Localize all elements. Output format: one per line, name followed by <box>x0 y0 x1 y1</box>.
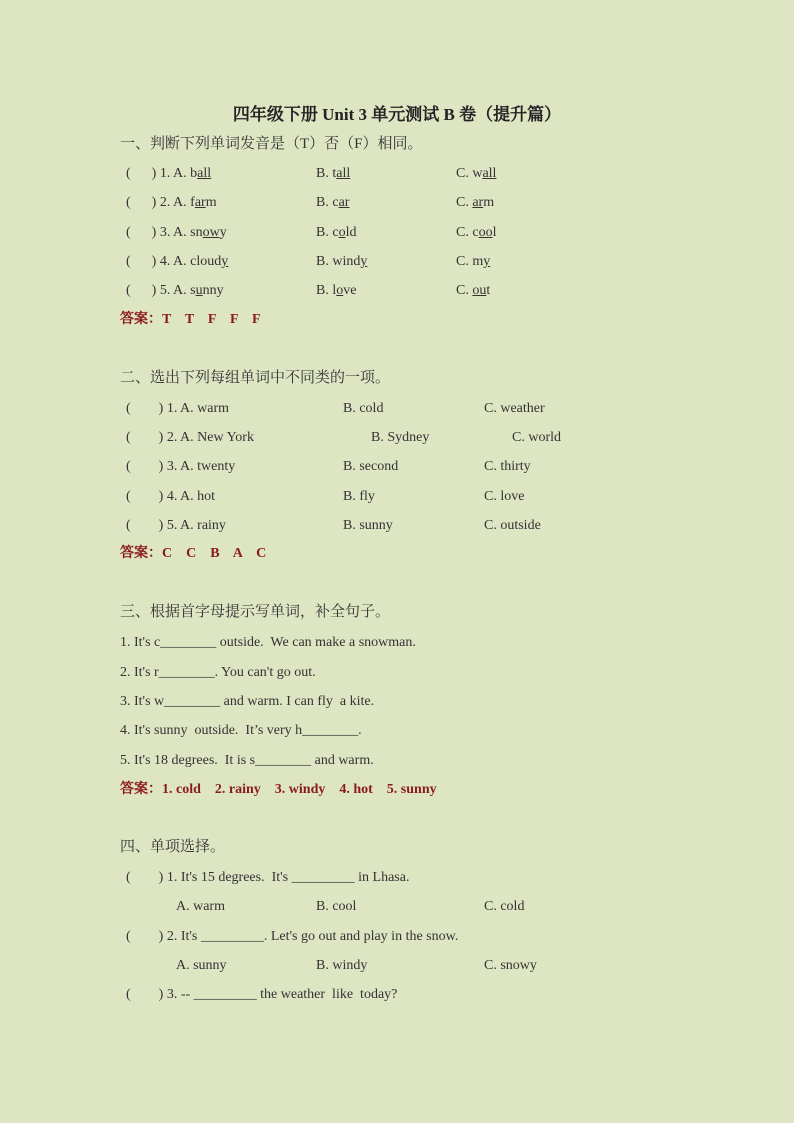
s4-q1-option-c: C. cold <box>484 899 525 914</box>
word-text: cloud <box>190 254 222 269</box>
s1-item-1-c <box>456 165 496 183</box>
underlined-letters: ou <box>472 283 487 298</box>
underlined-letters: ar <box>194 195 206 210</box>
s4-q1-option-b: B. cool <box>316 899 357 914</box>
s1-item-5-b <box>316 282 356 300</box>
word-text: ld <box>345 225 357 240</box>
word-text: ( ) 2. A. <box>126 195 191 210</box>
s2-item-3-b: B. second <box>343 459 399 474</box>
s4-question-1: ( ) 1. It's 15 degrees. It's _________ in Lhasa. <box>126 870 410 885</box>
s2-item-5-c: C. outside <box>484 518 541 533</box>
word-text: t <box>486 283 491 298</box>
s2-item-2-b: B. Sydney <box>371 430 430 445</box>
word-text: m <box>205 195 217 210</box>
s2-item-4-c: C. love <box>484 489 525 504</box>
s1-item-2-b <box>316 194 349 212</box>
word-text: ve <box>343 283 357 298</box>
section3-answer: 答案：1. cold 2. rainy 3. windy 4. hot 5. sunny <box>120 782 437 797</box>
s1-item-3-b <box>316 224 356 242</box>
underlined-letters: ar <box>472 195 484 210</box>
s2-item-2-c: C. world <box>512 430 561 445</box>
s3-sentence-3: 3. It's w________ and warm. I can fly a kite. <box>120 694 375 709</box>
word-text: B. l <box>316 283 337 298</box>
word-text: C. m <box>456 254 484 269</box>
s1-item-3-c <box>456 224 496 242</box>
section4-heading: 四、单项选择。 <box>120 839 226 855</box>
s1-item-2-c <box>456 194 494 212</box>
s2-item-5-b: B. sunny <box>343 518 393 533</box>
underlined-letters: all <box>482 166 497 181</box>
underlined-letters: oo <box>478 225 493 240</box>
s2-item-3-a: ( ) 3. A. twenty <box>126 459 236 474</box>
underlined-letters: ow <box>202 225 220 240</box>
section2-heading: 二、选出下列每组单词中不同类的一项。 <box>120 370 391 386</box>
s4-question-3: ( ) 3. -- _________ the weather like today? <box>126 987 398 1002</box>
word-text: C. <box>456 195 473 210</box>
s3-sentence-4: 4. It's sunny outside. It’s very h________. <box>120 723 362 738</box>
word-text: ( ) 3. A. <box>126 225 191 240</box>
s1-item-5-c <box>456 282 490 300</box>
s1-item-2-a <box>126 194 217 212</box>
s1-item-4-b <box>316 253 367 271</box>
word-text: C. c <box>456 225 479 240</box>
s3-sentence-5: 5. It's 18 degrees. It is s________ and warm. <box>120 753 374 768</box>
s3-sentence-2: 2. It's r________. You can't go out. <box>120 665 316 680</box>
word-text: C. w <box>456 166 483 181</box>
s2-item-2-a: ( ) 2. A. New York <box>126 430 254 445</box>
underlined-letters: y <box>360 254 368 269</box>
underlined-letters: y <box>483 254 491 269</box>
word-text: f <box>190 195 195 210</box>
s2-item-4-a: ( ) 4. A. hot <box>126 489 216 504</box>
s2-item-1-a: ( ) 1. A. warm <box>126 401 230 416</box>
s1-item-1-a <box>126 165 211 183</box>
word-text: B. t <box>316 166 337 181</box>
section2-answer: 答案：C C B A C <box>120 546 267 561</box>
underlined-letters: all <box>336 166 351 181</box>
s2-item-1-c: C. weather <box>484 401 545 416</box>
s4-q2-option-a: A. sunny <box>176 958 227 973</box>
word-text: B. c <box>316 195 339 210</box>
word-text: ( ) 5. A. <box>126 283 191 298</box>
word-text: sn <box>190 225 203 240</box>
underlined-letters: o <box>338 225 346 240</box>
s2-item-1-b: B. cold <box>343 401 384 416</box>
s2-item-3-c: C. thirty <box>484 459 531 474</box>
word-text: B. wind <box>316 254 361 269</box>
section3-heading: 三、根据首字母提示写单词，补全句子。 <box>120 604 391 620</box>
section1-heading: 一、判断下列单词发音是（T）否（F）相同。 <box>120 136 423 152</box>
s1-item-4-a <box>126 253 228 271</box>
s1-item-3-a <box>126 224 227 242</box>
s1-item-4-c <box>456 253 490 271</box>
underlined-letters: all <box>197 166 212 181</box>
s2-item-5-a: ( ) 5. A. rainy <box>126 518 226 533</box>
word-text: ( ) 4. A. <box>126 254 191 269</box>
s4-question-2: ( ) 2. It's _________. Let's go out and play in the snow. <box>126 929 459 944</box>
s3-sentence-1: 1. It's c________ outside. We can make a snowman. <box>120 635 416 650</box>
s1-item-5-a <box>126 282 224 300</box>
word-text: ( ) 1. A. <box>126 166 191 181</box>
s1-item-1-b <box>316 165 350 183</box>
word-text: s <box>190 283 196 298</box>
word-text: b <box>190 166 198 181</box>
s2-item-4-b: B. fly <box>343 489 375 504</box>
s4-q2-option-b: B. windy <box>316 958 368 973</box>
word-text: B. c <box>316 225 339 240</box>
underlined-letters: o <box>336 283 344 298</box>
word-text: nny <box>202 283 224 298</box>
word-text: l <box>492 225 497 240</box>
underlined-letters: u <box>195 283 203 298</box>
underlined-letters: ar <box>338 195 350 210</box>
section1-answer: 答案：T T F F F <box>120 312 261 327</box>
word-text: m <box>483 195 495 210</box>
s4-q1-option-a: A. warm <box>176 899 225 914</box>
s4-q2-option-c: C. snowy <box>484 958 537 973</box>
page-title: 四年级下册 Unit 3 单元测试 B 卷（提升篇） <box>232 105 562 124</box>
word-text: C. <box>456 283 473 298</box>
word-text: y <box>219 225 227 240</box>
underlined-letters: y <box>221 254 229 269</box>
